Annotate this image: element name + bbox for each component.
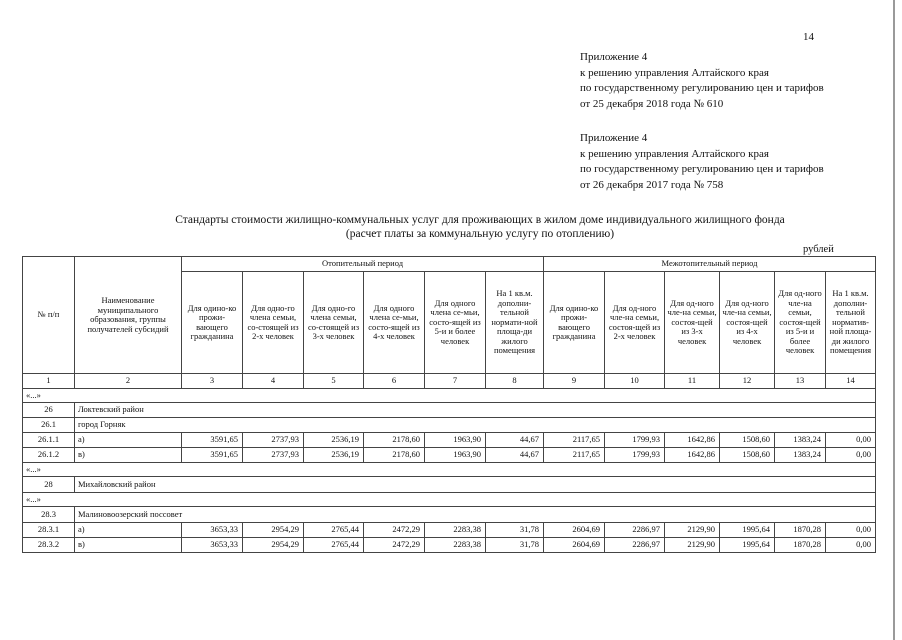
header-col-number: № п/п (23, 257, 75, 374)
value-cell: 1995,64 (720, 523, 775, 538)
header-interheating-col: Для од-ного чле-на семьи, состоя-щей из 4-х человек (720, 272, 775, 374)
value-cell: 3591,65 (182, 448, 243, 463)
column-index-row (23, 374, 876, 389)
value-cell: 31,78 (486, 523, 544, 538)
header-heating-col: На 1 кв.м. дополни-тельной нормати-ной площа-ди жилого помещения (486, 272, 544, 374)
row-number: 26.1 (23, 418, 75, 433)
value-cell: 1963,90 (425, 433, 486, 448)
column-index: 10 (605, 374, 665, 389)
value-cell: 2178,60 (364, 448, 425, 463)
value-cell: 2737,93 (243, 448, 304, 463)
value-cell: 1383,24 (775, 448, 826, 463)
value-cell: 1870,28 (775, 538, 826, 553)
appendix-line: по государственному регулированию цен и тарифов (580, 82, 824, 94)
row-number: 28.3 (23, 507, 75, 523)
value-cell: 2737,93 (243, 433, 304, 448)
value-cell: 3653,33 (182, 538, 243, 553)
header-interheating-col: Для од-ного чле-на семьи, состоя-щей из 3-х человек (665, 272, 720, 374)
unit-label: рублей (803, 244, 834, 255)
value-cell: 2129,90 (665, 523, 720, 538)
value-cell: 3591,65 (182, 433, 243, 448)
value-cell: 1963,90 (425, 448, 486, 463)
appendix-line: к решению управления Алтайского края (580, 66, 769, 79)
page-number: 14 (803, 31, 814, 43)
row-name: в) (75, 448, 182, 463)
column-index: 3 (182, 374, 243, 389)
ellipsis-cell: «...» (23, 463, 876, 477)
table-row (23, 418, 876, 433)
table-row (23, 433, 876, 448)
header-heating-col: Для одно-го члена семьи, со-стоящей из 3-х человек (304, 272, 364, 374)
value-cell: 2178,60 (364, 433, 425, 448)
row-number: 28.3.1 (23, 523, 75, 538)
appendix-line: от 26 декабря 2017 года № 758 (580, 178, 724, 191)
header-heating-col: Для одного члена се-мьи, состо-ящей из 4-х человек (364, 272, 425, 374)
header-col-name: Наименование муниципального образования, группы получателей субсидий (75, 257, 182, 374)
header-heating-col: Для одно-го члена семьи, со-стоящей из 2-х человек (243, 272, 304, 374)
value-cell: 2472,29 (364, 523, 425, 538)
header-interheating-col: Для од-ного чле-на семьи, состоя-щей из 2-х человек (605, 272, 665, 374)
appendix-line: от 25 декабря 2018 года № 610 (580, 97, 724, 110)
row-name: а) (75, 523, 182, 538)
column-index: 14 (826, 374, 876, 389)
row-name: Малиновоозерский поссовет (75, 507, 876, 523)
column-index: 4 (243, 374, 304, 389)
value-cell: 2129,90 (665, 538, 720, 553)
appendix-line: Приложение 4 (580, 132, 648, 144)
value-cell: 1508,60 (720, 433, 775, 448)
row-name: в) (75, 538, 182, 553)
header-interheating-period: Межотопительный период (544, 257, 876, 272)
row-number: 26.1.1 (23, 433, 75, 448)
column-index: 5 (304, 374, 364, 389)
header-interheating-col: Для одино-ко прожи-вающего гражданина (544, 272, 605, 374)
row-number: 28 (23, 477, 75, 493)
table-row (23, 448, 876, 463)
table-row (23, 403, 876, 418)
value-cell: 2117,65 (544, 433, 605, 448)
row-name: Михайловский район (75, 477, 876, 493)
table-row (23, 477, 876, 493)
value-cell: 2604,69 (544, 538, 605, 553)
ellipsis-row (23, 493, 876, 507)
row-name: а) (75, 433, 182, 448)
value-cell: 0,00 (826, 433, 876, 448)
document-title (150, 213, 810, 241)
value-cell: 2472,29 (364, 538, 425, 553)
value-cell: 1642,86 (665, 433, 720, 448)
value-cell: 2286,97 (605, 538, 665, 553)
column-index: 8 (486, 374, 544, 389)
value-cell: 1383,24 (775, 433, 826, 448)
appendix-line: Приложение 4 (580, 51, 648, 63)
value-cell: 1995,64 (720, 538, 775, 553)
row-number: 26.1.2 (23, 448, 75, 463)
column-index: 11 (665, 374, 720, 389)
value-cell: 2954,29 (243, 538, 304, 553)
value-cell: 2765,44 (304, 523, 364, 538)
table-row (23, 523, 876, 538)
value-cell: 2283,38 (425, 538, 486, 553)
value-cell: 1870,28 (775, 523, 826, 538)
header-interheating-col: На 1 кв.м. дополни-тельной норматив-ной площа-ди жилого помещения (826, 272, 876, 374)
appendix-block-2018 (580, 50, 824, 112)
column-index: 9 (544, 374, 605, 389)
ellipsis-row (23, 463, 876, 477)
column-index: 12 (720, 374, 775, 389)
value-cell: 31,78 (486, 538, 544, 553)
value-cell: 1799,93 (605, 448, 665, 463)
title-subline: (расчет платы за коммунальную услугу по отоплению) (345, 228, 615, 240)
value-cell: 2954,29 (243, 523, 304, 538)
appendix-line: по государственному регулированию цен и тарифов (580, 163, 824, 175)
value-cell: 2286,97 (605, 523, 665, 538)
header-heating-col: Для одино-ко прожи-вающего гражданина (182, 272, 243, 374)
header-interheating-col: Для од-ного чле-на семьи, состоя-щей из 5-и и более человек (775, 272, 826, 374)
value-cell: 2765,44 (304, 538, 364, 553)
ellipsis-row (23, 389, 876, 403)
row-name: город Горняк (75, 418, 876, 433)
value-cell: 2536,19 (304, 448, 364, 463)
value-cell: 2117,65 (544, 448, 605, 463)
row-number: 26 (23, 403, 75, 418)
appendix-block-2017 (580, 131, 824, 193)
table-row (23, 538, 876, 553)
value-cell: 44,67 (486, 448, 544, 463)
column-index: 2 (75, 374, 182, 389)
column-index: 6 (364, 374, 425, 389)
value-cell: 2604,69 (544, 523, 605, 538)
column-index: 7 (425, 374, 486, 389)
column-index: 13 (775, 374, 826, 389)
value-cell: 1799,93 (605, 433, 665, 448)
table-row (23, 507, 876, 523)
value-cell: 0,00 (826, 538, 876, 553)
value-cell: 2283,38 (425, 523, 486, 538)
header-heating-col: Для одного члена се-мьи, состо-ящей из 5-и и более человек (425, 272, 486, 374)
value-cell: 1508,60 (720, 448, 775, 463)
row-number: 28.3.2 (23, 538, 75, 553)
header-heating-period: Отопительный период (182, 257, 544, 272)
value-cell: 2536,19 (304, 433, 364, 448)
value-cell: 0,00 (826, 448, 876, 463)
value-cell: 44,67 (486, 433, 544, 448)
value-cell: 3653,33 (182, 523, 243, 538)
value-cell: 0,00 (826, 523, 876, 538)
page-edge-line (893, 0, 895, 640)
ellipsis-cell: «...» (23, 389, 876, 403)
column-index: 1 (23, 374, 75, 389)
value-cell: 1642,86 (665, 448, 720, 463)
title-line: Стандарты стоимости жилищно-коммунальных услуг для проживающих в жилом доме индивидуального жилищного фонда (175, 214, 785, 226)
row-name: Локтевский район (75, 403, 876, 418)
ellipsis-cell: «...» (23, 493, 876, 507)
appendix-line: к решению управления Алтайского края (580, 147, 769, 160)
standards-table (22, 256, 876, 553)
